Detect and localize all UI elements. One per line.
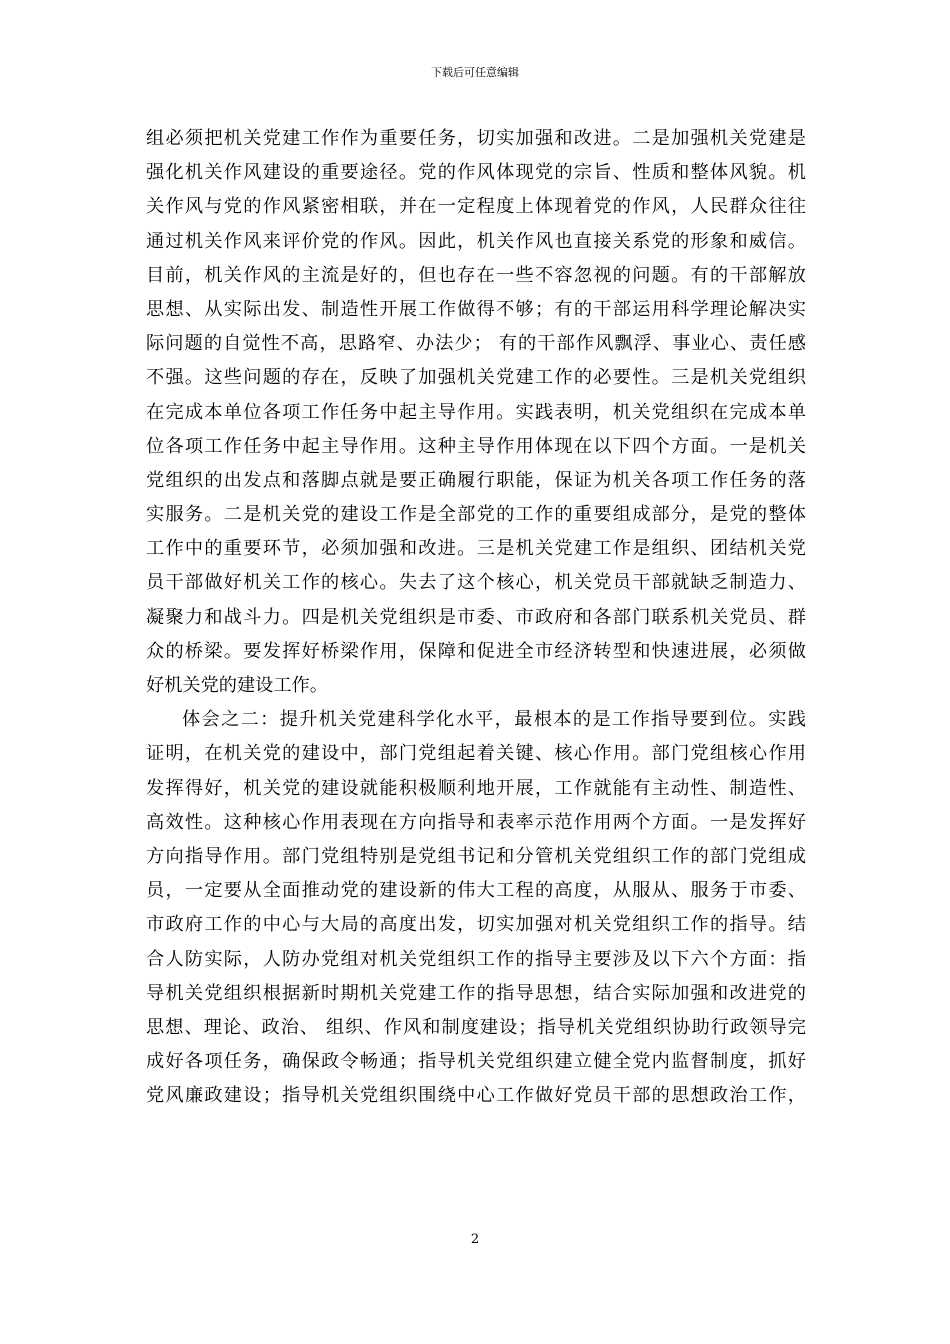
- paragraph-1-line: 强化机关作风建设的重要途径。党的作风体现党的宗旨、性质和整体风貌。机: [146, 162, 806, 184]
- paragraph-1-line: 思想、从实际出发、制造性开展工作做得不够；有的干部运用科学理论解决实: [146, 298, 806, 320]
- paragraph-1-line: 党组织的出发点和落脚点就是要正确履行职能，保证为机关各项工作任务的落: [146, 469, 806, 491]
- paragraph-2-line: 方向指导作用。部门党组特别是党组书记和分管机关党组织工作的部门党组成: [146, 845, 806, 867]
- paragraph-2-line: 发挥得好，机关党的建设就能积极顺利地开展，工作就能有主动性、制造性、: [146, 777, 806, 799]
- document-body: [146, 122, 806, 1113]
- paragraph-2-line: 党风廉政建设；指导机关党组织围绕中心工作做好党员干部的思想政治工作，: [146, 1085, 806, 1107]
- page-header-note: 下载后可任意编辑: [431, 66, 519, 79]
- paragraph-1-line: 好机关党的建设工作。: [146, 675, 328, 696]
- paragraph-2-line: 合人防实际，人防办党组对机关党组织工作的指导主要涉及以下六个方面：指: [146, 948, 806, 970]
- page-number: 2: [470, 1232, 480, 1247]
- paragraph-2-line: 证明，在机关党的建设中，部门党组起着关键、核心作用。部门党组核心作用: [146, 743, 806, 765]
- paragraph-1-line: 关作风与党的作风紧密相联，并在一定程度上体现着党的作风，人民群众往往: [146, 196, 806, 218]
- paragraph-1-line: 员干部做好机关工作的核心。失去了这个核心，机关党员干部就缺乏制造力、: [146, 572, 806, 594]
- paragraph-1-line: 众的桥梁。要发挥好桥梁作用，保障和促进全市经济转型和快速进展，必须做: [146, 640, 806, 662]
- paragraph-2-line: 成好各项任务，确保政令畅通；指导机关党组织建立健全党内监督制度，抓好: [146, 1051, 806, 1073]
- paragraph-1-line: 不强。这些问题的存在，反映了加强机关党建工作的必要性。三是机关党组织: [146, 367, 806, 389]
- paragraph-2-line: 员，一定要从全面推动党的建设新的伟大工程的高度，从服从、服务于市委、: [146, 880, 806, 902]
- paragraph-2-line: 导机关党组织根据新时期机关党建工作的指导思想，结合实际加强和改进党的: [146, 982, 806, 1004]
- paragraph-2-line: 市政府工作的中心与大局的高度出发，切实加强对机关党组织工作的指导。结: [146, 914, 806, 936]
- paragraph-1-line: 际问题的自觉性不高，思路窄、办法少； 有的干部作风飘浮、事业心、责任感: [146, 333, 806, 355]
- paragraph-1-line: 工作中的重要环节，必须加强和改进。三是机关党建工作是组织、团结机关党: [146, 538, 806, 560]
- paragraph-2-line: 体会之二：提升机关党建科学化水平，最根本的是工作指导要到位。实践: [182, 709, 806, 731]
- paragraph-1-line: 在完成本单位各项工作任务中起主导作用。实践表明，机关党组织在完成本单: [146, 401, 806, 423]
- paragraph-1-line: 实服务。二是机关党的建设工作是全部党的工作的重要组成部分，是党的整体: [146, 504, 806, 526]
- paragraph-1-line: 位各项工作任务中起主导作用。这种主导作用体现在以下四个方面。一是机关: [146, 435, 806, 457]
- paragraph-1-line: 凝聚力和战斗力。四是机关党组织是市委、市政府和各部门联系机关党员、群: [146, 606, 806, 628]
- paragraph-2-line: 思想、理论、政治、 组织、作风和制度建设；指导机关党组织协助行政领导完: [146, 1016, 806, 1038]
- paragraph-1-line: 组必须把机关党建工作作为重要任务，切实加强和改进。二是加强机关党建是: [146, 128, 806, 149]
- paragraph-2-line: 高效性。这种核心作用表现在方向指导和表率示范作用两个方面。一是发挥好: [146, 811, 806, 833]
- paragraph-1-line: 目前，机关作风的主流是好的，但也存在一些不容忽视的问题。有的干部解放: [146, 264, 806, 286]
- paragraph-1-line: 通过机关作风来评价党的作风。因此，机关作风也直接关系党的形象和威信。: [146, 230, 806, 252]
